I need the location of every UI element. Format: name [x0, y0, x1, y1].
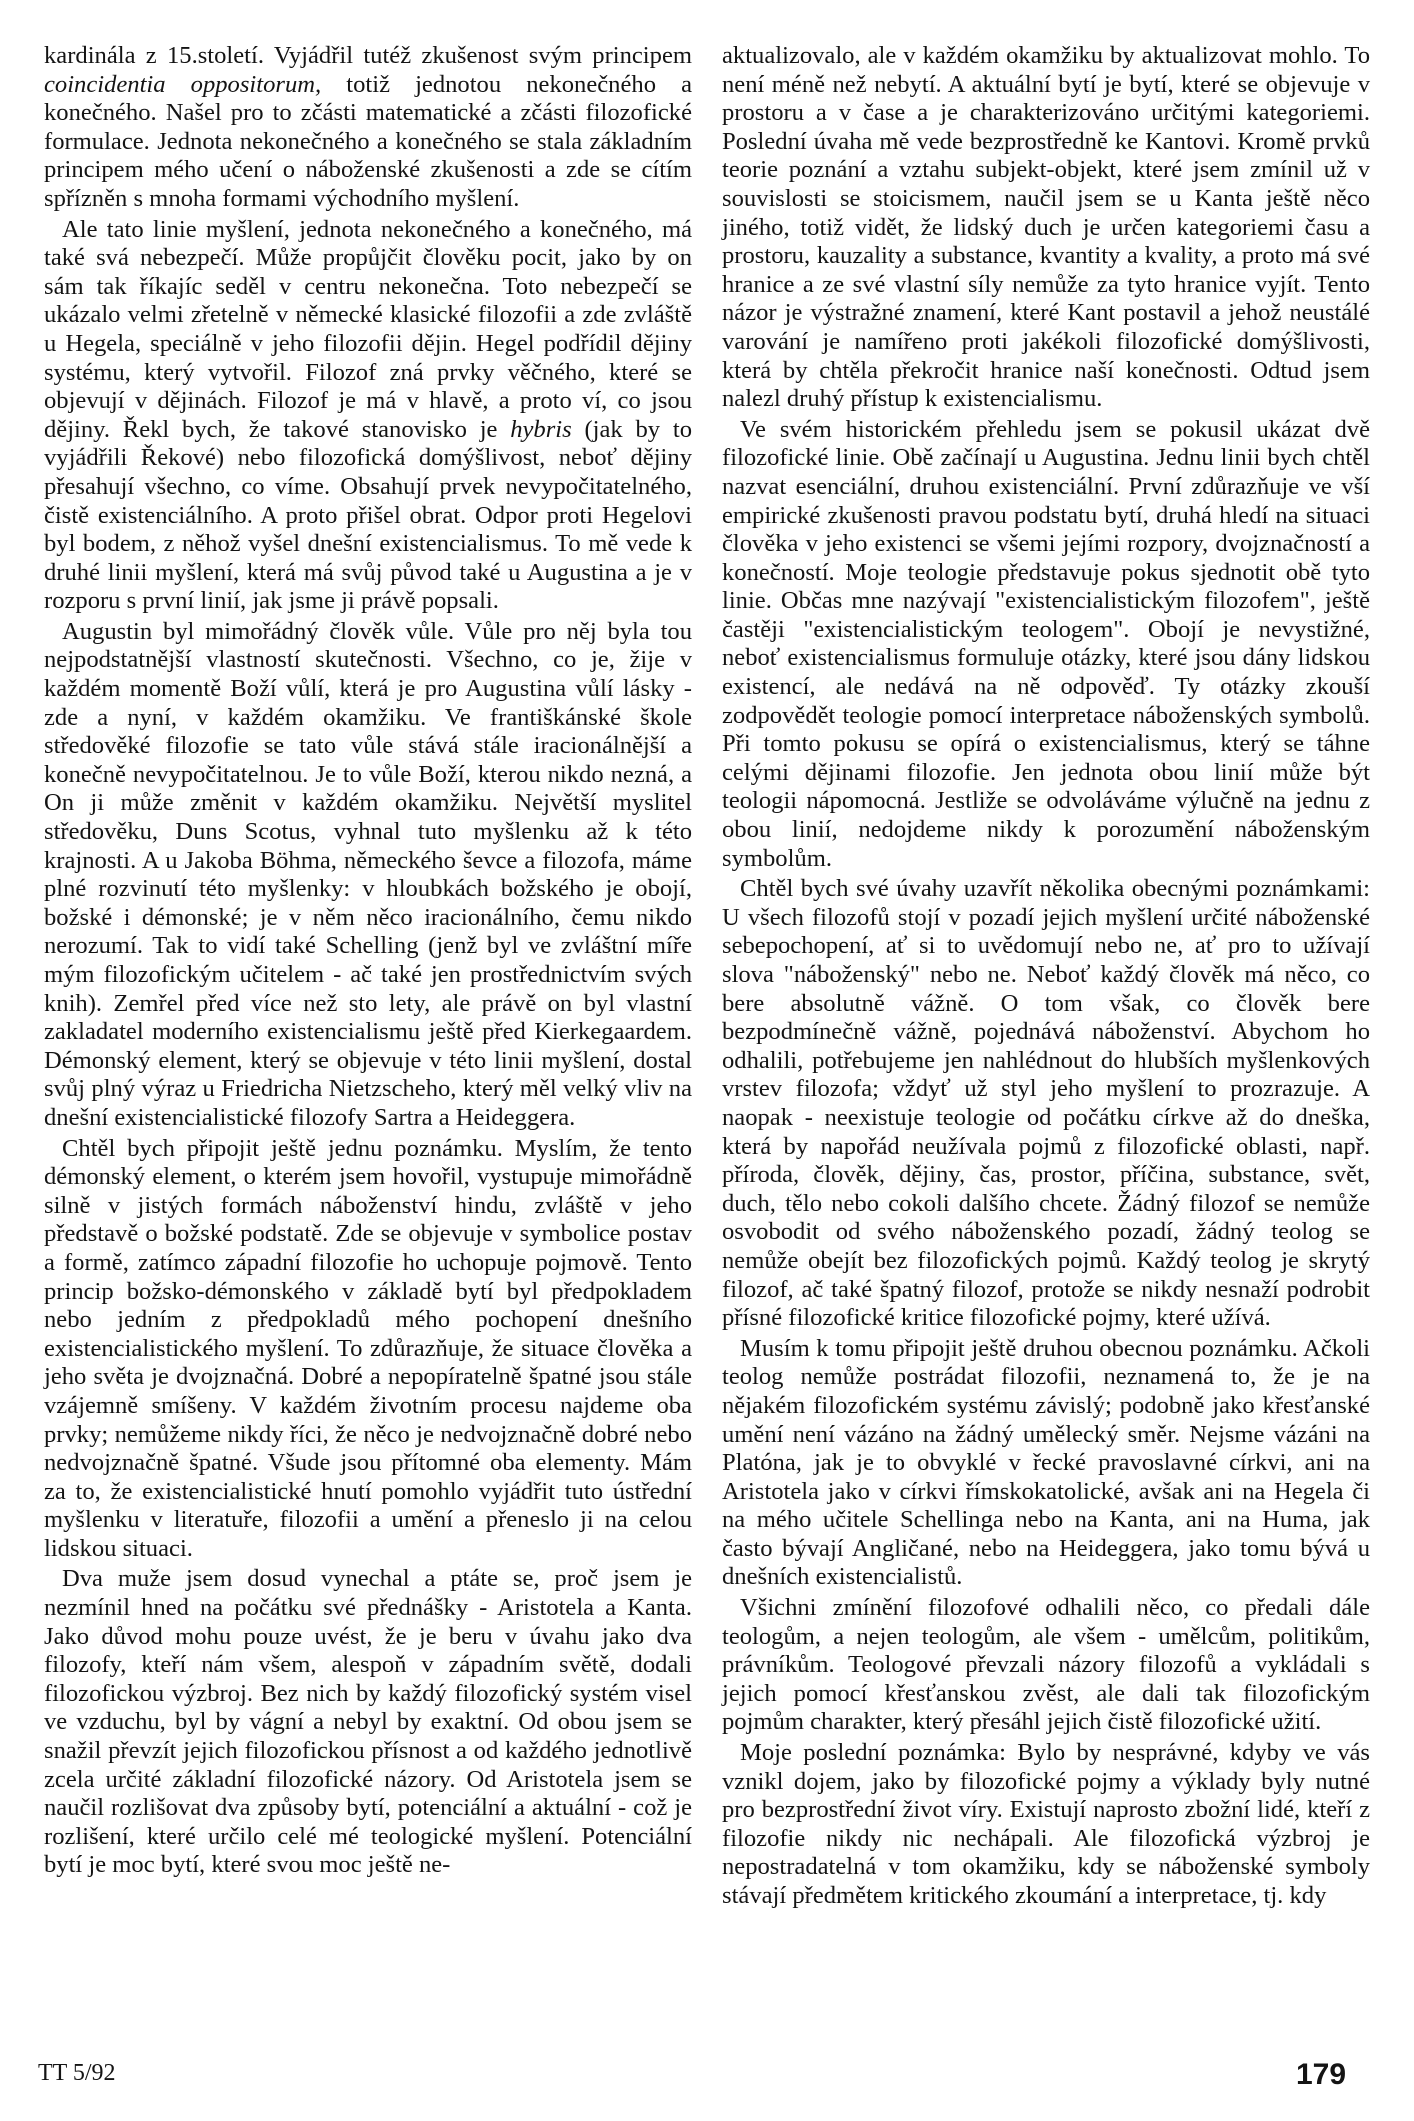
journal-issue-label: TT 5/92 — [38, 2060, 116, 2086]
paragraph — [722, 875, 1370, 1333]
text-run: kardinála z 15.století. Vyjádřil tutéž zkušenost svým principem — [44, 42, 692, 69]
text-run: totiž jednotou nekonečného a konečného. Našel pro to zčásti matematické a zčásti filozofické formulace. Jednota nekonečného a konečného se stala základním principem mého učení o náboženské zkušenosti a zde se cítím spřízněn s mnoha formami východního myšlení. — [44, 70, 693, 212]
paragraph — [722, 416, 1370, 874]
paragraph — [44, 1135, 692, 1564]
paragraph — [722, 1594, 1370, 1737]
text-run: aktualizovalo, ale v každém okamžiku by aktualizovat mohlo. To není méně než nebytí. A aktuální bytí je bytí, které se objevuje v prostoru a v čase a je charakterizováno určitými kategoriemi. Poslední úvaha mě vede bezprostředně ke Kantovi. Kromě prvků teorie poznání a vztahu subjekt-objekt, které jsem zmínil už v souvislosti se stoicismem, naučil jsem se u Kanta ještě něco jiného, totiž vidět, že lidský duch je určen kategoriemi času a prostoru, kauzality a substance, kvantity a kvality, a proto má své hranice a ze své vlastní síly nemůže za tyto hranice vyjít. Tento názor je výstražné znamení, které Kant postavil a jehož neustálé varování je namířeno proti jakékoli filozofické domýšlivosti, která by chtěla překročit hranice naší konečnosti. Odtud jsem nalezl druhý přístup k existencialismu. — [722, 42, 1370, 413]
page-number: 179 — [1296, 2058, 1347, 2091]
text-run: Dva muže jsem dosud vynechal a ptáte se, proč jsem je nezmínil hned na počátku své přednášky - Aristotela a Kanta. Jako důvod mohu pouze uvést, že je beru v úvahu jako dva filozofy, kteří nám všem, alespoň v západním světě, dodali filozofickou výzbroj. Bez nich by každý filozofický systém visel ve vzduchu, byl by vágní a nebyl by exaktní. Od obou jsem se snažil převzít jejich filozofickou přísnost a od každého jednotlivě zcela určité základní filozofické názory. Od Aristotela jsem se naučil rozlišovat dva způsoby bytí, potenciální a aktuální - což je rozlišení, které určilo celé mé teologické myšlení. Potenciální bytí je moc bytí, které svou moc ještě ne- — [44, 1565, 692, 1879]
text-run: Moje poslední poznámka: Bylo by nesprávné, kdyby ve vás vznikl dojem, jako by filozofické pojmy a výklady byly nutné pro bezprostřední život víry. Existují naprosto zbožní lidé, kteří z filozofie nikdy nic nechápali. Ale filozofická výzbroj je nepostradatelná v tom okamžiku, kdy se náboženské symboly stávají předmětem kritického zkoumání a interpretace, tj. kdy — [722, 1739, 1370, 1909]
paragraph — [44, 618, 692, 1133]
text-run: Chtěl bych své úvahy uzavřít několika obecnými poznámkami: U všech filozofů stojí v pozadí jejich myšlení určité náboženské sebepochopení, ať si to uvědomují nebo ne, ať pro to užívají slova "náboženský" nebo ne. Neboť každý člověk má něco, co bere absolutně vážně. O tom však, co člověk bere bezpodmínečně vážně, pojednává náboženství. Abychom ho odhalili, potřebujeme jen nahlédnout do hlubších myšlenkových vrstev filozofa; vždyť už styl jeho myšlení to prozrazuje. A naopak - neexistuje teologie od počátku církve až do dneška, která by napořád neužívala pojmů z filozofické oblasti, např. příroda, člověk, dějiny, čas, prostor, příčina, substance, svět, duch, tělo nebo cokoli dalšího chcete. Žádný filozof se nemůže osvobodit od svého náboženského pozadí, žádný teolog se nemůže obejít bez filozofických pojmů. Každý teolog je skrytý filozof, ač také špatný filozof, protože se nikdy nesnaží podrobit přísné filozofické kritice filozofické pojmy, které užívá. — [722, 875, 1370, 1332]
text-run: Musím k tomu připojit ještě druhou obecnou poznámku. Ačkoli teolog nemůže postrádat filozofii, neznamená to, že je na nějakém filozofickém systému závislý; podobně jako křesťanské umění není vázáno na žádný umělecký směr. Nejsme vázáni na Platóna, jak je to obvyklé v řecké pravoslavné církvi, ani na Aristotela jako v církvi římskokatolické, avšak ani na Hegela či na mého učitele Schellinga nebo na Kanta, ani na Huma, jak často bývají Angličané, nebo na Heideggera, jako tomu bývá u dnešních existencialistů. — [722, 1334, 1370, 1591]
text-run: Chtěl bych připojit ještě jednu poznámku. Myslím, že tento démonský element, o kterém jsem hovořil, vystupuje mimořádně silně v jistých formách náboženství hindu, zvláště v jeho představě o božské podstatě. Zde se objevuje v symbolice postav a formě, zatímco západní filozofie ho uchopuje pojmově. Tento princip božsko-démonského v základě bytí byl předpokladem nebo jedním z předpokladů mého pochopení dnešního existencialistického myšlení. To zdůrazňuje, že situace člověka a jeho světa je dvojznačná. Dobré a nepopíratelně špatné jsou stále vzájemně smíšeny. V každém životním procesu najdeme oba prvky; nemůžeme nikdy říci, že něco je nedvojznačně dobré nebo nedvojznačně špatné. Všude jsou přítomné oba elementy. Mám za to, že existencialistické hnutí pomohlo vyjádřit tuto ústřední myšlenku v literatuře, filozofii a umění a přeneslo ji na celou lidskou situaci. — [44, 1134, 692, 1562]
italic-term: coincidentia oppositorum, — [44, 70, 322, 98]
text-column-right — [722, 42, 1370, 1911]
paragraph — [44, 216, 692, 616]
italic-term: hybris — [510, 415, 572, 443]
paragraph — [722, 1335, 1370, 1592]
paragraph — [44, 42, 692, 214]
paragraph — [722, 1739, 1370, 1911]
text-run: (jak by to vyjádřili Řekové) nebo filozofická domýšlivost, neboť dějiny přesahují všechno, co víme. Obsahují prvek nevypočitatelného, čistě existenciálního. A proto přišel obrat. Odpor proti Hegelovi byl bodem, z něhož vyšel dnešní existencialismus. To mě vede k druhé linii myšlení, která má svůj původ také u Augustina a je v rozporu s první linií, jak jsme ji právě popsali. — [44, 415, 692, 615]
text-run: Všichni zmínění filozofové odhalili něco, co předali dále teologům, a nejen teologům, ale všem - umělcům, politikům, právníkům. Teologové převzali názory filozofů a vykládali s jejich pomocí křesťanskou zvěst, ale dali tak filozofickým pojmům charakter, který přesáhl jejich čistě filozofické užití. — [722, 1594, 1370, 1736]
text-run: Augustin byl mimořádný člověk vůle. Vůle pro něj byla tou nejpodstatnější vlastností skutečnosti. Všechno, co je, žije v každém momentě Boží vůlí, která je pro Augustina vůlí lásky - zde a nyní, v každém okamžiku. Ve františkánské škole středověké filozofie se tato vůle stává stále iracionálnější a konečně nevypočitatelnou. Je to vůle Boží, kterou nikdo nezná, a On ji může změnit v každém okamžiku. Největší myslitel středověku, Duns Scotus, vyhnal tuto myšlenku až k této krajnosti. A u Jakoba Böhma, německého ševce a filozofa, máme plné rozvinutí této myšlenky: v hloubkách božského je obojí, božské i démonské; je v něm něco iracionálního, čemu nikdo nerozumí. Tak to vidí také Schelling (jenž byl ve zvláštní míře mým filozofickým učitelem - ač také jen prostřednictvím svých knih). Zemřel před více než sto lety, ale právě on byl vlastní zakladatel moderního existencialismu ještě před Kierkegaardem. Démonský element, který se objevuje v této linii myšlení, dostal svůj plný výraz u Friedricha Nietzscheho, který měl velký vliv na dnešní existencialistické filozofy Sartra a Heideggera. — [44, 617, 692, 1131]
text-column-left — [44, 42, 692, 1880]
text-run: Ve svém historickém přehledu jsem se pokusil ukázat dvě filozofické linie. Obě začínají u Augustina. Jednu linii bych chtěl nazvat esenciální, druhou existenciální. První zdůrazňuje ve vší empirické zkušenosti pravou podstatu bytí, druhá hledí na situaci člověka v jeho existenci se všemi jejími rozpory, dvojznačností a konečností. Moje teologie představuje pokus sjednotit obě tyto linie. Občas mne nazývají "existencialistickým filozofem", ještě častěji "existencialistickým teologem". Obojí je nevystižné, neboť existencialismus formuluje otázky, které jsou dány lidskou existencí, ale nedává na ně odpověď. Ty otázky zkouší zodpovědět teologie pomocí interpretace náboženských symbolů. Při tomto pokusu se opírá o existencialismus, který se táhne celými dějinami filozofie. Jen jednota obou linií může být teologii nápomocná. Jestliže se odvoláváme výlučně na jednu z obou linií, nedojdeme nikdy k porozumění náboženským symbolům. — [722, 415, 1370, 872]
paragraph — [44, 1565, 692, 1880]
paragraph — [722, 42, 1370, 414]
text-run: Ale tato linie myšlení, jednota nekonečného a konečného, má také svá nebezpečí. Může propůjčit člověku pocit, jako by on sám tak říkajíc seděl v centru nekonečna. Toto nebezpečí se ukázalo velmi zřetelně v německé klasické filozofii a zde zvláště u Hegela, speciálně v jeho filozofii dějin. Hegel podřídil dějiny systému, který vytvořil. Filozof zná prvky věčného, které se objevují v dějinách. Filozof je má v hlavě, a proto ví, co jsou dějiny. Řekl bych, že takové stanovisko je — [44, 215, 692, 443]
